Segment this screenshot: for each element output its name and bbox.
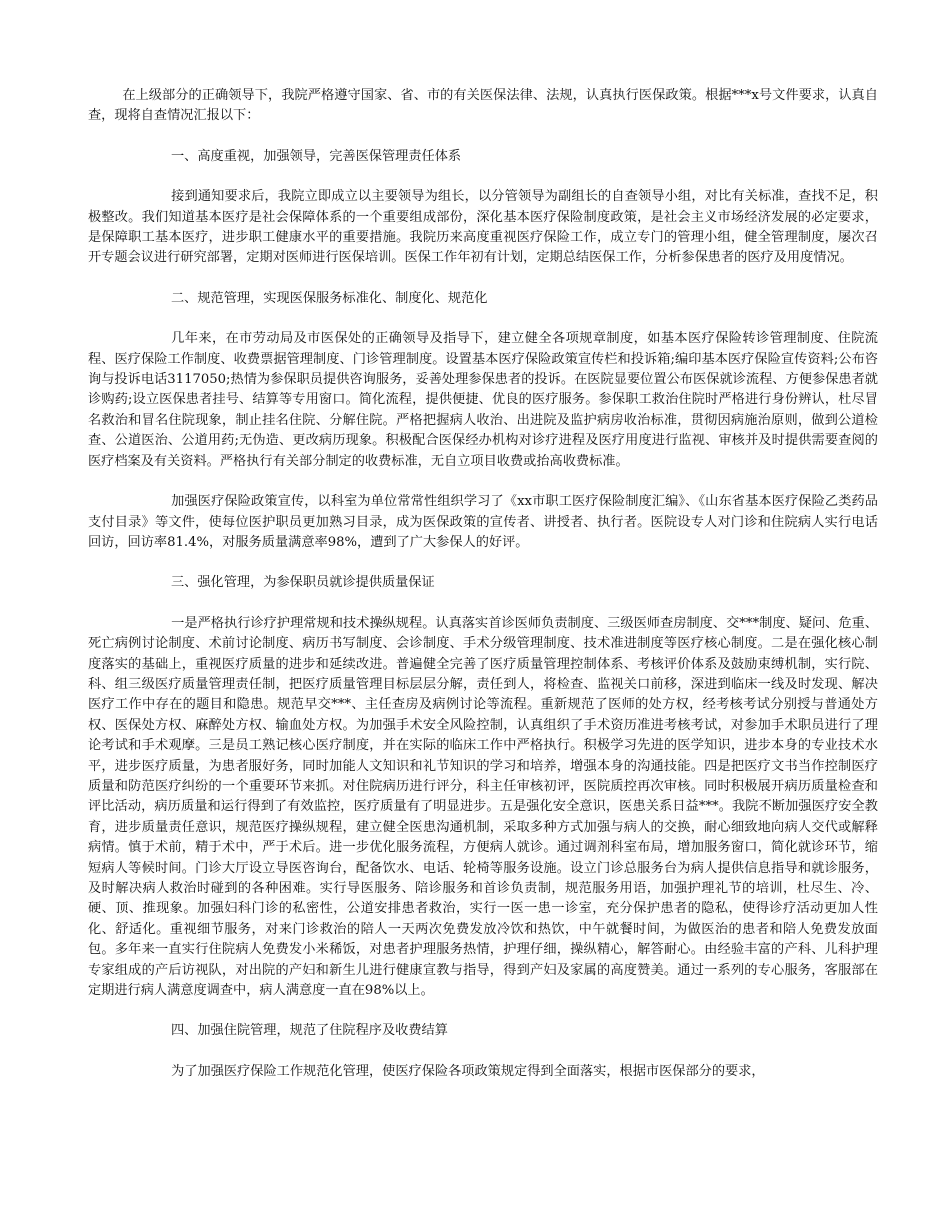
section-2-heading: 二、规范管理，实现医保服务标准化、制度化、规范化 [171, 290, 488, 306]
intro-paragraph: 在上级部分的正确领导下，我院严格遵守国家、省、市的有关医保法律、法规，认真执行医保政策。根据***x号文件要求，认真自查，现将自查情况汇报以下： [88, 88, 878, 124]
section-3-heading: 三、强化管理，为参保职员就诊提供质量保证 [171, 575, 435, 591]
document-page [88, 86, 878, 1102]
section-3-paragraph-1: 一是严格执行诊疗护理常规和技术操纵规程。认真落实首诊医师负责制度、三级医师查房制度、交***制度、疑问、危重、死亡病例讨论制度、术前讨论制度、病历书写制度、会诊制度、手术分级管理制度、技术准进制度等医疗核心制度。二是在强化核心制度落实的基础上，重视医疗质量的进步和延续改进。普遍健全完善了医疗质量管理控制体系、考核评价体系及鼓励束缚机制，实行院、科、组三级医疗质量管理责任制，把医疗质量管理目标层层分解，责任到人，将检查、监视关口前移，深进到临床一线及时发现、解决医疗工作中存在的题目和隐患。规范早交***、主任查房及病例讨论等流程。重新规范了医师的处方权，经考核考试分别授与普通处方权、医保处方权、麻醉处方权、输血处方权。为加强手术安全风险控制，认真组织了手术资历准进考核考试，对参加手术职员进行了理论考试和手术观摩。三是员工熟记核心医疗制度，并在实际的临床工作中严格执行。积极学习先进的医学知识，进步本身的专业技术水平，进步医疗质量，为患者服好务，同时加能人文知识和礼节知识的学习和培养，增强本身的沟通技能。四是把医疗文书当作控制医疗质量和防范医疗纠纷的一个重要环节来抓。对住院病历进行评分，科主任审核初评，医院质控再次审核。同时积极展开病历质量检查和评比活动，病历质量和运行得到了有效监控，医疗质量有了明显进步。五是强化安全意识，医患关系日益***。我院不断加强医疗安全教育，进步质量责任意识，规范医疗操纵规程，建立健全医患沟通机制，采取多种方式加强与病人的交换，耐心细致地向病人交代或解释病情。慎于术前，精于术中，严于术后。进一步优化服务流程，方便病人就诊。通过调剂科室布局，增加服务窗口，简化就诊环节，缩短病人等候时间。门诊大厅设立导医咨询台，配备饮水、电话、轮椅等服务设施。设立门诊总服务台为病人提供信息指导和就诊服务，及时解决病人救治时碰到的各种困难。实行导医服务、陪诊服务和首诊负责制，规范服务用语，加强护理礼节的培训，杜尽生、冷、硬、顶、推现象。加强妇科门诊的私密性，公道安排患者救治，实行一医一患一诊室，充分保护患者的隐私，使得诊疗活动更加人性化、舒适化。重视细节服务，对来门诊救治的陪人一天两次免费发放冷饮和热饮，中午就餐时间，为做医治的患者和陪人免费发放面包。多年来一直实行住院病人免费发小米稀饭，对患者护理服务热情，护理仔细，操纵精心，解答耐心。由经验丰富的产科、儿科护理专家组成的产后访视队，对出院的产妇和新生儿进行健康宣教与指导，得到产妇及家属的高度赞美。通过一系列的专心服务，客服部在定期进行病人满意度调查中，病人满意度一直在98%以上。 [88, 615, 878, 999]
section-1-paragraph-1: 接到通知要求后，我院立即成立以主要领导为组长，以分管领导为副组长的自查领导小组，对比有关标准，查找不足，积极整改。我们知道基本医疗是社会保障体系的一个重要组成部份，深化基本医疗保险制度政策，是社会主义市场经济发展的必定要求，是保障职工基本医疗，进步职工健康水平的重要措施。我院历来高度重视医疗保险工作，成立专门的管理小组，健全管理制度，屡次召开专题会议进行研究部署，定期对医师进行医保培训。医保工作年初有计划，定期总结医保工作，分析参保患者的医疗及用度情况。 [88, 189, 878, 266]
section-2-paragraph-2: 加强医疗保险政策宣传，以科室为单位常常性组织学习了《xx市职工医疗保险制度汇编》、《山东省基本医疗保险乙类药品支付目录》等文件，使每位医护职员更加熟习目录，成为医保政策的宣传者、讲授者、执行者。医院设专人对门诊和住院病人实行电话回访，回访率81.4%，对服务质量满意率98%，遭到了广大参保人的好评。 [88, 494, 878, 550]
section-4-heading: 四、加强住院管理，规范了住院程序及收费结算 [171, 1023, 448, 1039]
section-2-paragraph-1: 几年来，在市劳动局及市医保处的正确领导及指导下，建立健全各项规章制度，如基本医疗保险转诊管理制度、住院流程、医疗保险工作制度、收费票据管理制度、门诊管理制度。设置基本医疗保险政策宣传栏和投诉箱;编印基本医疗保险宣传资料;公布咨询与投诉电话3117050;热情为参保职员提供咨询服务，妥善处理参保患者的投诉。在医院显要位置公布医保就诊流程、方便参保患者就诊购药;设立医保患者挂号、结算等专用窗口。简化流程，提供便捷、优良的医疗服务。参保职工救治住院时严格进行身份辨认，杜尽冒名救治和冒名住院现象，制止挂名住院、分解住院。严格把握病人收治、出进院及监护病房收治标准，贯彻因病施治原则，做到公道检查、公道医治、公道用药;无伪造、更改病历现象。积极配合医保经办机构对诊疗进程及医疗用度进行监视、审核并及时提供需要查阅的医疗档案及有关资料。严格执行有关部分制定的收费标准，无自立项目收费或抬高收费标准。 [88, 331, 878, 469]
section-1-heading: 一、高度重视，加强领导，完善医保管理责任体系 [171, 148, 462, 164]
section-4-paragraph-1: 为了加强医疗保险工作规范化管理，使医疗保险各项政策规定得到全面落实，根据市医保部分的要求， [171, 1063, 765, 1079]
